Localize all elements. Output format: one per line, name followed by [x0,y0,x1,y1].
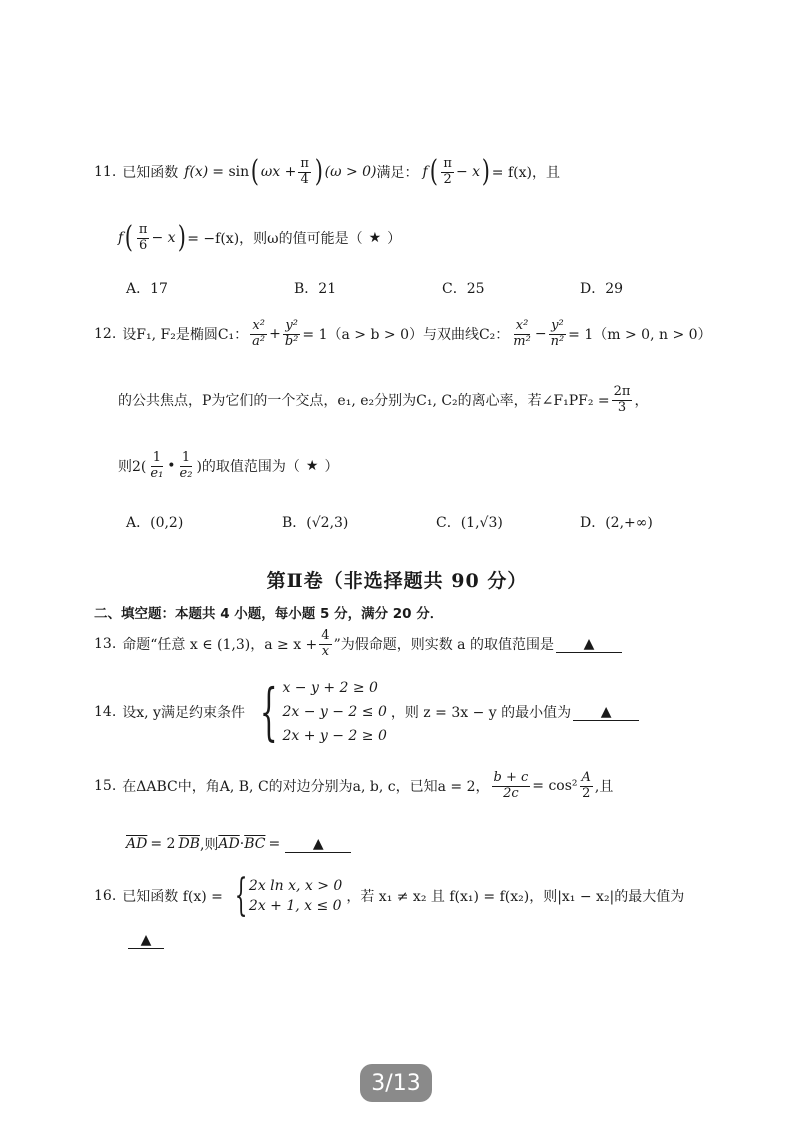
q15-line1 [94,758,613,814]
q15-frac-num: b + c [493,770,529,786]
q16-line [94,866,684,926]
q11-choice-b[interactable]: B．21 [294,281,337,297]
q14-row-1: x − y + 2 ≥ 0 [282,680,378,696]
q11-arg-frac-num: π [300,156,309,172]
q15-eq2: = [268,836,281,852]
q12-hyp-rest: = 1（m > 0, n > 0） [568,327,712,343]
q15-mid: = cos² [532,778,578,794]
q14-row-3: 2x + y − 2 ≥ 0 [282,728,387,744]
q12-choice-c[interactable]: C．(1,√3) [436,515,503,531]
q16-answer-blank[interactable]: ▲ [128,932,164,949]
q12-line2-text: 的公共焦点，P为它们的一个交点，e₁, e₂分别为C₁, C₂的离心率，若∠F₁PF₂ = [118,393,610,409]
q11-line1 [94,144,560,200]
q15-mid2: ,则 [199,837,219,853]
q12-r1-frac [148,451,165,481]
q12-h1-num: x² [515,318,529,334]
q14-post: ，则 z = 3x − y 的最小值为 [390,705,572,721]
q13-post: ”为假命题，则实数 a 的取值范围是 [333,637,554,653]
q11-arg-frac-den: 4 [300,171,309,187]
q14-system [249,676,387,748]
q15-frac2-num: A [581,770,591,786]
q12-choice-a[interactable]: A．(0,2) [126,515,184,531]
q12-e1-frac [250,319,267,349]
q13-answer-blank[interactable]: ▲ [556,636,622,653]
q11-f: f [422,164,428,180]
q12-angle-num: 2π [613,384,631,400]
q12-choices [126,512,653,532]
q11-cond2-open: ( [429,154,438,189]
q11-arg-frac [298,157,311,187]
q16-number: 16. [94,888,117,904]
q12-intro: 设F₁, F₂是椭圆C₁： [122,327,249,343]
q13-frac-den: x [321,643,330,659]
q12-e2-num: y² [285,318,298,334]
q12-ell-rest: = 1（a > b > 0）与双曲线C₂： [302,327,510,343]
q12-r2-den: e₂ [179,465,193,481]
q11-cond3-frac [137,223,150,253]
q12-choice-b[interactable]: B．(√2,3) [282,515,349,531]
q11-cond2-frac [441,157,454,187]
q11-cond2-den: 2 [443,171,452,187]
star-icon: ★ [368,230,382,246]
q14-answer-blank[interactable]: ▲ [573,704,639,721]
q15-answer-blank[interactable]: ▲ [285,836,351,853]
q16-row-1: 2x ln x, x > 0 [248,878,343,894]
q11-arg-pre: ωx + [260,164,297,180]
q11-cond: (ω > 0) [324,164,377,180]
q11-f2: f [118,230,124,246]
q12-r2-frac [178,451,195,481]
q16-rows [249,876,342,916]
q12-h1-frac [511,319,533,349]
q12-close: ） [324,459,339,475]
q11-cond3-num: π [138,222,148,238]
q12-e2-frac [283,319,301,349]
q12-r2-num: 1 [181,450,191,466]
q11-intro: 已知函数 [122,165,179,181]
q12-h2-num: y² [551,318,564,334]
q11-cond3-den: 6 [139,237,148,253]
q11-line2 [118,210,401,266]
q12-h1-den: m² [513,333,531,349]
q11-close: ） [387,231,402,247]
q12-line3 [118,438,338,494]
q11-cond2-rhs: = f(x)，且 [491,165,560,181]
q12-h2-frac [549,319,567,349]
q13-line [94,616,622,672]
q15-post: ,且 [594,779,614,795]
q12-r1-den: e₁ [150,465,164,481]
q12-comma: ， [634,393,649,409]
q12-plus: + [269,326,281,342]
q15-frac-den: 2c [503,785,519,801]
left-brace-icon: { [234,870,248,921]
q11-cond2-rest: − x [455,164,481,180]
q11-cond3-rhs: = −f(x)，则ω的值可能是（ [187,231,363,247]
q13-pre: 命题“任意 x ∈ (1,3)，a ≥ x + [122,637,318,653]
q12-e2-den: b² [284,333,299,349]
q12-e1-num: x² [252,318,265,334]
q11-number: 11. [94,164,117,180]
q11-choices [126,278,623,298]
q11-cond2-close: ) [481,154,491,189]
q15-vec-db: $\overline{DB}$ [178,836,200,852]
q11-cond3-close: ) [177,220,186,255]
q14-rows [282,676,386,748]
q13-number: 13. [94,636,117,652]
q11-choice-d[interactable]: D．29 [580,281,624,297]
q12-choice-d[interactable]: D．(2,+∞) [580,515,653,531]
q11-cond3-open: ( [124,220,134,255]
q11-paren-open: ( [250,154,260,189]
q15-pre: 在ΔABC中，角A, B, C的对边分别为a, b, c，已知a = 2， [122,779,490,795]
q16-post: ，若 x₁ ≠ x₂ 且 f(x₁) = f(x₂)，则|x₁ − x₂|的最大值为 [346,889,685,905]
section-heading: 二、填空题：本题共 4 小题，每小题 5 分，满分 20 分． [94,606,444,622]
q11-cond3-rest: − x [151,230,176,246]
q12-r1-num: 1 [152,450,161,466]
q15-eq: = 2 [150,836,176,852]
q13-frac-num: 4 [321,628,330,644]
q11-choice-a[interactable]: A．17 [126,281,168,297]
q12-line3-pre: 则2( [118,459,147,475]
q14-row-2: 2x − y − 2 ≤ 0 [282,704,387,720]
q12-minus: − [534,326,547,342]
q15-frac2-den: 2 [582,785,591,801]
q11-paren-close: ) [314,154,323,189]
q12-line3-post: )的取值范围为（ [196,459,300,475]
q12-number: 12. [94,326,117,342]
q11-cond2-num: π [443,156,452,172]
q14-number: 14. [94,704,117,720]
q11-eq: = sin [212,164,250,180]
q12-line2 [118,372,648,428]
q15-line2 [126,816,351,872]
q12-angle-frac [612,385,633,415]
section-title: 第Ⅱ卷（非选择题共 90 分） [266,570,528,592]
q13-frac [319,629,331,659]
q15-frac [492,771,531,801]
q12-angle-den: 3 [617,399,627,415]
q14-pre: 设x, y满足约束条件 [122,705,245,721]
page-indicator: 3/13 [360,1064,432,1102]
q15-number: 15. [94,778,117,794]
q16-piecewise [227,870,343,921]
q12-h2-den: n² [550,333,565,349]
q11-func-lhs: f(x) [184,164,209,180]
q16-line2 [126,912,164,968]
left-brace-icon: { [259,675,278,748]
q12-line1 [94,306,712,362]
q11-choice-c[interactable]: C．25 [442,281,485,297]
q14-line [94,676,639,748]
q16-pre: 已知函数 f(x) = [122,889,223,905]
q15-vec-ad: $\overline{AD}$ [126,836,148,852]
q16-row-2: 2x + 1, x ≤ 0 [248,898,342,914]
q12-dot: • [167,458,176,474]
q15-vec-bc: $\overline{BC}$ [244,836,266,852]
q15-dot: · [239,836,245,852]
star-icon: ★ [305,458,319,474]
q12-e1-den: a² [252,333,266,349]
q11-satisfies: 满足： [376,165,419,181]
q15-frac2 [580,771,593,801]
q15-vec-ad2: $\overline{AD}$ [218,836,240,852]
